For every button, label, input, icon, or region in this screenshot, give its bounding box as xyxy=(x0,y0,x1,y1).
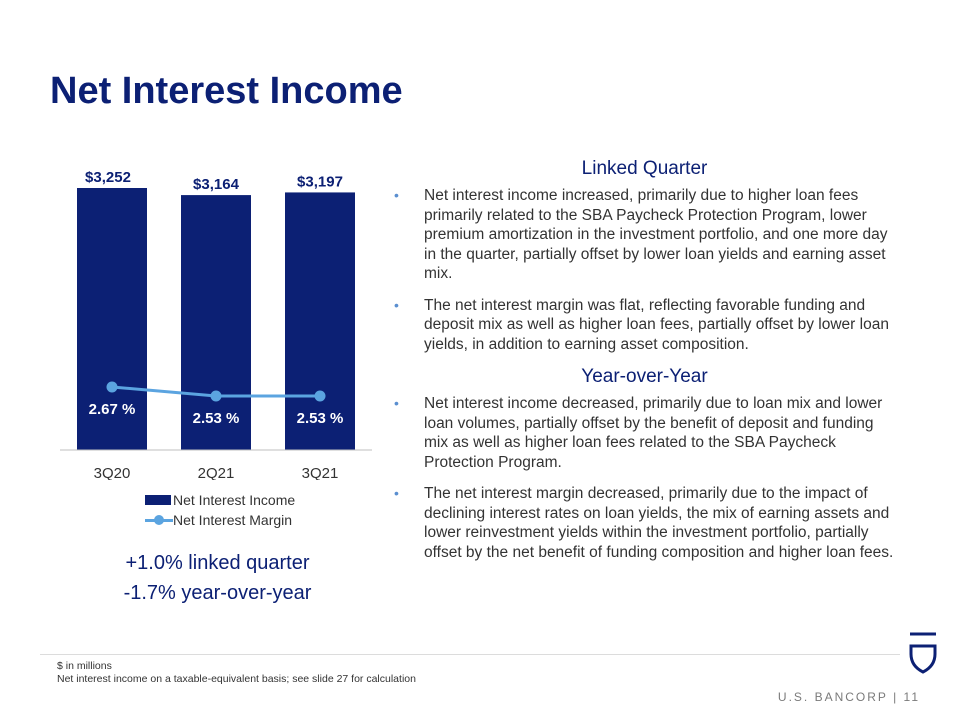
footnote-line: Net interest income on a taxable-equivalent basis; see slide 27 for calculation xyxy=(57,673,416,685)
footnote-line: $ in millions xyxy=(57,660,112,672)
growth-summary xyxy=(100,548,335,608)
bar-value-label: $3,252 xyxy=(85,169,131,186)
commentary-panel xyxy=(392,158,897,574)
bar-value-label: $3,164 xyxy=(193,176,239,194)
linked-quarter-change: +1.0% linked quarter xyxy=(125,552,310,574)
footer-brand xyxy=(778,690,920,704)
net-interest-income-chart xyxy=(0,0,400,480)
margin-value-label: 2.53 % xyxy=(296,410,344,428)
us-bancorp-shield-icon xyxy=(908,632,938,676)
bullet-item: • The net interest margin was flat, reflecting favorable funding and deposit mix as well as higher loan fees, partially offset by lower loan yields, in addition to earning asset composition. xyxy=(392,296,897,355)
legend-bar-swatch xyxy=(145,495,171,505)
margin-point xyxy=(107,382,118,393)
bullet-item: • The net interest margin decreased, primarily due to the impact of declining interest rates on loan yields, the mix of earning assets and lower reinvestment yields within the investment portfolio, partially offset by the net benefit of funding composition and higher loan fees. xyxy=(392,484,897,562)
margin-point xyxy=(315,391,326,402)
bullet-item: • Net interest income increased, primarily due to higher loan fees primarily related to the SBA Paycheck Protection Program, lower premium amortization in the investment portfolio, and one more day in the quarter, partially offset by lower loan yields and earning asset mix. xyxy=(392,186,897,284)
bar-value-label: $3,197 xyxy=(297,173,343,191)
x-axis-tick-label: 2Q21 xyxy=(197,465,235,480)
brand-name: U.S. BANCORP xyxy=(777,690,888,704)
x-axis-tick-label: 3Q20 xyxy=(93,465,131,480)
legend-label: Net Interest Income xyxy=(173,492,296,508)
footer-divider xyxy=(40,654,900,655)
bullet-list xyxy=(392,394,897,562)
page-title: Net Interest Income xyxy=(50,70,403,112)
margin-point xyxy=(211,391,222,402)
year-over-year-section xyxy=(392,366,897,562)
bullet-list xyxy=(392,186,897,354)
x-axis-tick-label: 3Q21 xyxy=(301,465,339,480)
year-over-year-change: -1.7% year-over-year xyxy=(123,582,312,604)
section-heading: Year-over-Year xyxy=(581,366,708,387)
chart-legend xyxy=(145,490,295,530)
section-heading: Linked Quarter xyxy=(581,158,708,179)
margin-value-label: 2.53 % xyxy=(192,410,240,428)
legend-item-net-interest-income xyxy=(145,490,295,510)
legend-item-net-interest-margin xyxy=(145,510,295,530)
bullet-item: • Net interest income decreased, primarily due to loan mix and lower loan volumes, partially offset by the benefit of deposit and funding mix as well as higher loan fees related to the SBA Paycheck Protection Program. xyxy=(392,394,897,472)
footer-separator: | xyxy=(893,690,899,704)
legend-label: Net Interest Margin xyxy=(173,512,293,528)
legend-line-swatch xyxy=(145,515,173,525)
margin-value-label: 2.67 % xyxy=(88,401,136,418)
page-number: 11 xyxy=(903,690,920,704)
footnotes xyxy=(57,660,416,686)
linked-quarter-section xyxy=(392,158,897,354)
